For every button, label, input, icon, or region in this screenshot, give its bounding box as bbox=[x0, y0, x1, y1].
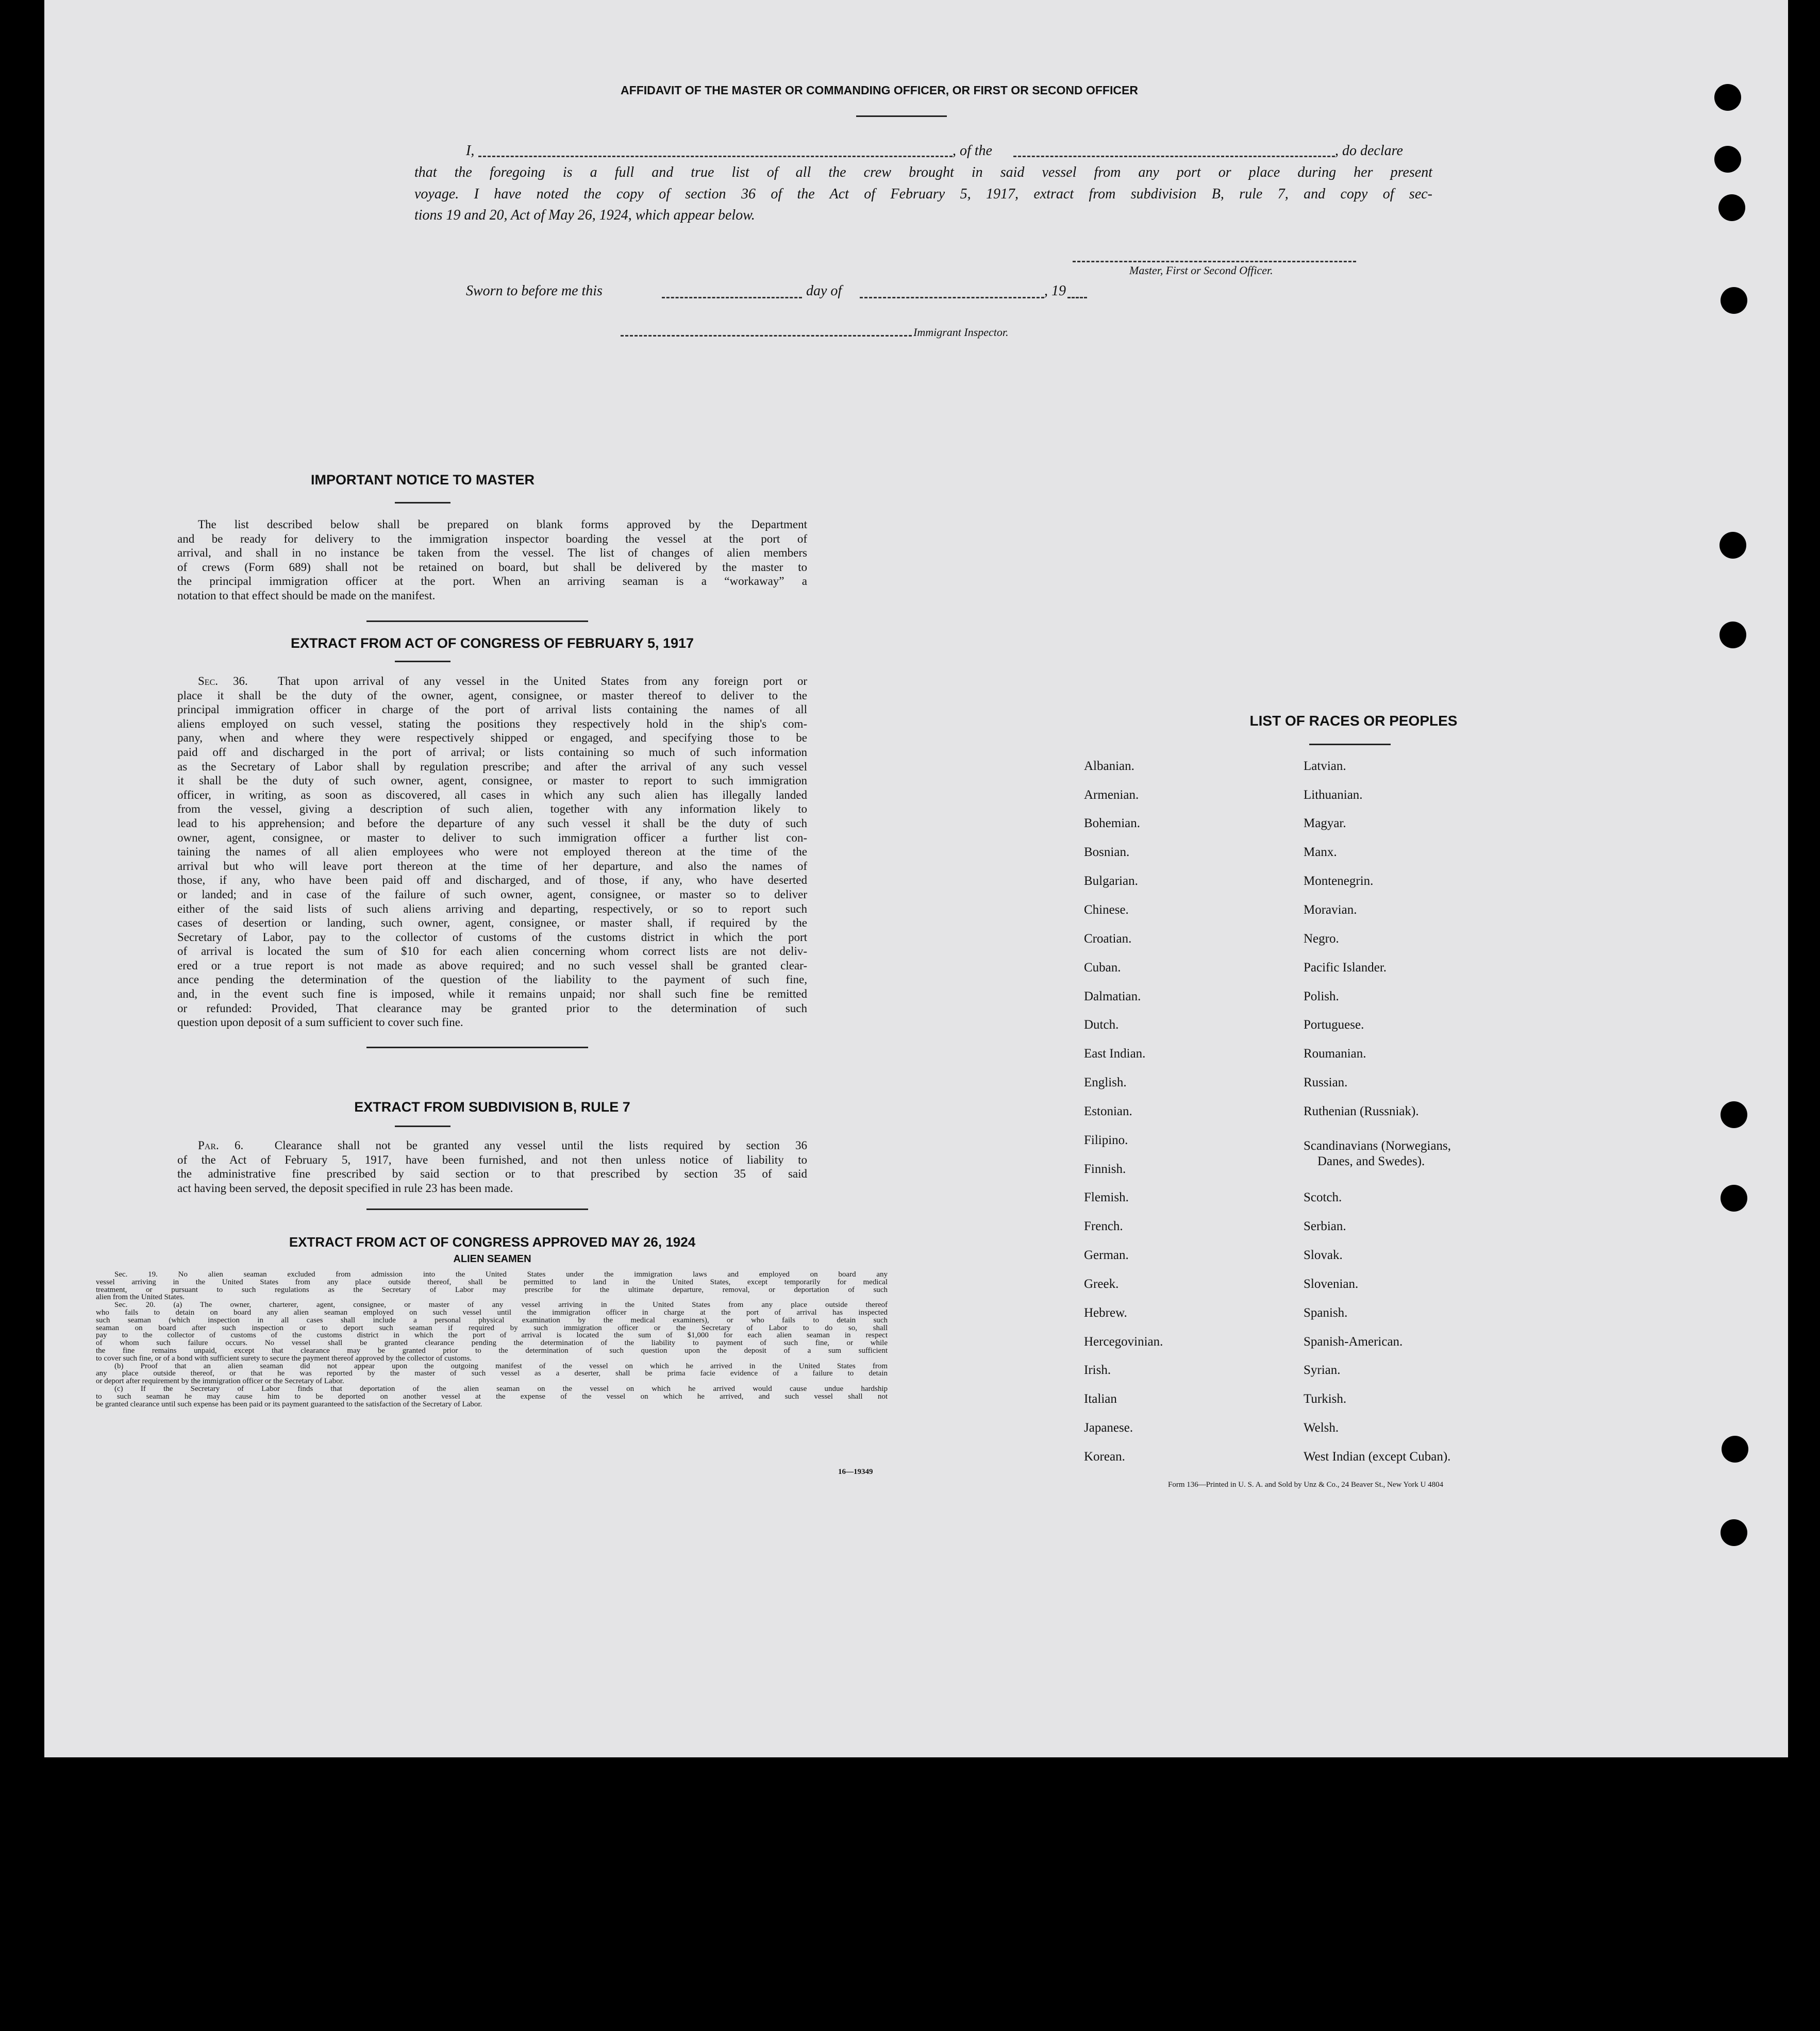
sec36-line: it shall be the duty of such owner, agent, consignee, or master to report to such immigration bbox=[177, 774, 807, 787]
sec36-line: taining the names of all alien employees who were not employed thereon at the time of the bbox=[177, 845, 807, 859]
race-item: Lithuanian. bbox=[1304, 788, 1363, 802]
sec-line: or deport after requirement by the immigration officer or the Secretary of Labor. bbox=[96, 1377, 344, 1386]
inspector-label: Immigrant Inspector. bbox=[913, 326, 1009, 339]
rule7-line: of the Act of February 5, 1917, have been furnished, and not then unless notice of liability to bbox=[177, 1153, 807, 1166]
sec-line: any place outside thereof, or that he was reported by the master of such vessel as a deserter, shall be prima facie evidence of a failure to detain bbox=[96, 1369, 888, 1378]
sec-line: (c) If the Secretary of Labor finds that deportation of the alien seaman on the vessel on which he arrived would cause undue hardship bbox=[114, 1384, 888, 1393]
race-item: Bohemian. bbox=[1084, 816, 1141, 830]
race-item: Portuguese. bbox=[1304, 1018, 1364, 1032]
rule7-text: Clearance shall not be granted any vessel until the lists required by section 36 bbox=[274, 1139, 807, 1152]
sections-19-20 bbox=[96, 1271, 888, 1408]
race-item: Chinese. bbox=[1084, 903, 1129, 917]
sec-line: Sec. 20. (a) The owner, charterer, agent, consignee, or master of any vessel arriving in the United States from any place outside thereof bbox=[114, 1301, 888, 1310]
master-signature-label: Master, First or Second Officer. bbox=[1129, 264, 1273, 277]
sec36-line: ered or a true report is not made as above required; and no such vessel shall be granted clear- bbox=[177, 959, 807, 972]
race-item: Slovenian. bbox=[1304, 1277, 1359, 1291]
race-item: Scandinavians (Norwegians, bbox=[1304, 1139, 1451, 1153]
notice-line: arrival, and shall in no instance be taken from the vessel. The list of changes of alien members bbox=[177, 546, 807, 560]
divider bbox=[395, 1126, 450, 1127]
divider bbox=[856, 115, 947, 117]
race-item: Filipino. bbox=[1084, 1133, 1128, 1147]
extract-1917-title: EXTRACT FROM ACT OF CONGRESS OF FEBRUARY 5, 1917 bbox=[290, 635, 694, 651]
sec-line: (b) Proof that an alien seaman did not appear upon the outgoing manifest of the vessel on which he arrived in the United States from bbox=[114, 1362, 888, 1370]
sec36-line: Secretary of Labor, pay to the collector of customs of the customs district in which the port bbox=[177, 930, 807, 944]
sec36-line: place it shall be the duty of the owner, agent, consignee, or master thereof to deliver to the bbox=[177, 689, 807, 702]
sec36-line: or landed; and in case of the failure of such owner, agent, consignee, or master so to deliver bbox=[177, 887, 807, 901]
race-item: Negro. bbox=[1304, 932, 1339, 946]
sec-line: such seaman (which inspection in all cases shall include a personal physical examination by the medical examiners), or who fails to detain such bbox=[96, 1316, 888, 1324]
race-item: French. bbox=[1084, 1219, 1123, 1233]
sec-line: be granted clearance until such expense has been paid or its payment guaranteed to the satisfaction of the Secretary of Labor. bbox=[96, 1400, 482, 1408]
rule7-line bbox=[177, 1138, 807, 1153]
sec-line: of whom such failure occurs. No vessel shall be granted clearance pending the determination of the liability to payment of such fine, or while bbox=[96, 1339, 888, 1348]
rule7-paragraph bbox=[177, 1138, 807, 1195]
race-item: German. bbox=[1084, 1248, 1129, 1262]
sec-line: seaman on board after such inspection or to deport such seaman if required by such immigration officer or the Secretary of Labor to do so, shall bbox=[96, 1323, 888, 1332]
sec36-line: pany, when and where they were respectively shipped or engaged, and specifying those to be bbox=[177, 731, 807, 745]
affidavit-i: I, bbox=[466, 143, 475, 159]
race-item: Latvian. bbox=[1304, 759, 1346, 773]
race-item: Spanish. bbox=[1304, 1306, 1348, 1320]
race-item: Cuban. bbox=[1084, 961, 1121, 975]
race-item: West Indian (except Cuban). bbox=[1304, 1450, 1451, 1464]
race-item: Turkish. bbox=[1304, 1392, 1347, 1406]
race-item: Polish. bbox=[1304, 989, 1339, 1003]
rule7-title: EXTRACT FROM SUBDIVISION B, RULE 7 bbox=[354, 1099, 630, 1115]
binder-hole bbox=[1721, 287, 1747, 314]
race-item: Syrian. bbox=[1304, 1363, 1341, 1377]
divider bbox=[366, 1208, 588, 1210]
affidavit-line-4: tions 19 and 20, Act of May 26, 1924, which appear below. bbox=[414, 207, 755, 223]
sworn-year-blank[interactable] bbox=[1067, 297, 1087, 298]
sec36-line bbox=[177, 674, 807, 689]
binder-hole bbox=[1718, 194, 1745, 221]
year-text: , 19 bbox=[1044, 283, 1066, 299]
affidavit-title: AFFIDAVIT OF THE MASTER OR COMMANDING OFFICER, OR FIRST OR SECOND OFFICER bbox=[621, 83, 1138, 97]
sec36-line: cases of desertion or landing, such owner, agent, consignee, or master shall, if required by the bbox=[177, 916, 807, 930]
notice-line: The list described below shall be prepared on blank forms approved by the Department bbox=[198, 518, 807, 531]
divider bbox=[1309, 744, 1391, 745]
day-of-text: day of bbox=[806, 283, 842, 299]
master-signature-line[interactable] bbox=[1073, 261, 1356, 262]
race-item: Hebrew. bbox=[1084, 1306, 1127, 1320]
sec-line: treatment, or pursuant to such regulations as the Secretary of Labor may prescribe for the ultimate departure, removal, or deportation of such bbox=[96, 1285, 888, 1294]
document-page bbox=[44, 0, 1788, 1757]
sec36-line: either of the said lists of such aliens arriving and departing, respectively, or so to report such bbox=[177, 902, 807, 915]
race-item: Dutch. bbox=[1084, 1018, 1119, 1032]
race-item: Welsh. bbox=[1304, 1421, 1339, 1435]
race-item: Armenian. bbox=[1084, 788, 1139, 802]
race-item: Flemish. bbox=[1084, 1190, 1129, 1204]
sworn-text: Sworn to before me this bbox=[466, 283, 603, 299]
sec36-line: ance pending the determination of the question of the liability to the payment of such fine, bbox=[177, 973, 807, 986]
extract-1924-title: EXTRACT FROM ACT OF CONGRESS APPROVED MAY 26, 1924 bbox=[289, 1234, 696, 1250]
rule7-line: the administrative fine prescribed by said section or to that prescribed by section 35 of said bbox=[177, 1167, 807, 1181]
race-item: Russian. bbox=[1304, 1076, 1348, 1089]
sec36-line: question upon deposit of a sum sufficient to cover such fine. bbox=[177, 1016, 463, 1029]
race-item: Slovak. bbox=[1304, 1248, 1343, 1262]
race-item: Italian bbox=[1084, 1392, 1117, 1406]
sec36-line: as the Secretary of Labor shall by regulation prescribe; and after the arrival of any such vessel bbox=[177, 760, 807, 773]
race-item: Montenegrin. bbox=[1304, 874, 1374, 888]
race-item: Bosnian. bbox=[1084, 845, 1130, 859]
sec-line: to such seaman he may cause him to be deported on another vessel at the expense of the vessel on which he arrived, and such vessel shall not bbox=[96, 1392, 888, 1401]
sec-line: the fine remains unpaid, except that clearance may be granted prior to the determination of such question upon the deposit of a sum sufficient bbox=[96, 1346, 888, 1355]
name-blank[interactable] bbox=[478, 156, 953, 157]
binder-hole bbox=[1719, 622, 1746, 648]
section-36-paragraph bbox=[177, 674, 807, 1030]
sworn-month-blank[interactable] bbox=[860, 297, 1044, 298]
sec36-line: from the vessel, giving a description of such alien, together with any information likely to bbox=[177, 802, 807, 816]
race-item: Japanese. bbox=[1084, 1421, 1133, 1435]
notice-title: IMPORTANT NOTICE TO MASTER bbox=[311, 472, 535, 488]
alien-seamen-subtitle: ALIEN SEAMEN bbox=[453, 1253, 531, 1265]
race-item: Manx. bbox=[1304, 845, 1337, 859]
sec36-line: officer, in writing, as soon as discovered, all cases in which any such alien has illegally landed bbox=[177, 788, 807, 801]
sec36-line: arrival but who will leave port thereon at the time of her departure, and also the names of bbox=[177, 859, 807, 872]
sworn-day-blank[interactable] bbox=[662, 297, 802, 298]
sec-line: alien from the United States. bbox=[96, 1293, 185, 1302]
race-item: Greek. bbox=[1084, 1277, 1119, 1291]
sec-line: vessel arriving in the United States from any place outside thereof, shall be permitted to land in the United States, except temporarily for medical bbox=[96, 1278, 888, 1286]
race-item: Magyar. bbox=[1304, 816, 1346, 830]
binder-hole bbox=[1721, 1519, 1747, 1546]
inspector-signature-line[interactable] bbox=[621, 335, 912, 337]
affidavit-line-2: that the foregoing is a full and true list of all the crew brought in said vessel from any port or place during her present bbox=[414, 164, 1432, 180]
race-item: Danes, and Swedes). bbox=[1317, 1154, 1425, 1168]
affidavit-of-the: , of the bbox=[953, 143, 992, 159]
race-item: Serbian. bbox=[1304, 1219, 1346, 1233]
sec36-line: principal immigration officer in charge of the port of arrival lists containing the names of all bbox=[177, 703, 807, 716]
binder-hole bbox=[1721, 1185, 1747, 1212]
divider bbox=[366, 620, 588, 622]
printer-note: Form 136—Printed in U. S. A. and Sold by Unz & Co., 24 Beaver St., New York U 4804 bbox=[1168, 1481, 1444, 1489]
sec-line: pay to the collector of customs of the customs district in which the port of arrival is located the sum of $1,000 for each alien seaman in respect bbox=[96, 1331, 888, 1340]
race-item: Finnish. bbox=[1084, 1162, 1126, 1176]
sec36-line: and, in the event such fine is imposed, while it remains unpaid; nor shall such fine be remitted bbox=[177, 987, 807, 1001]
binder-hole bbox=[1721, 1101, 1747, 1128]
sec-line: Sec. 19. No alien seaman excluded from admission into the United States under the immigration laws and employed on board any bbox=[114, 1270, 888, 1279]
race-item: Spanish-American. bbox=[1304, 1335, 1403, 1349]
par6-label: Par. 6. bbox=[198, 1139, 244, 1152]
race-item: Scotch. bbox=[1304, 1190, 1342, 1204]
form-code: 16—19349 bbox=[838, 1468, 873, 1476]
divider bbox=[395, 661, 450, 662]
race-item: Roumanian. bbox=[1304, 1047, 1366, 1061]
divider bbox=[366, 1047, 588, 1048]
race-item: East Indian. bbox=[1084, 1047, 1146, 1061]
sec36-line: paid off and discharged in the port of arrival; or lists containing so much of such information bbox=[177, 745, 807, 759]
race-item: English. bbox=[1084, 1076, 1127, 1089]
race-item: Croatian. bbox=[1084, 932, 1132, 946]
notice-paragraph bbox=[177, 517, 807, 603]
race-item: Dalmatian. bbox=[1084, 989, 1141, 1003]
divider bbox=[395, 502, 450, 503]
race-item: Albanian. bbox=[1084, 759, 1134, 773]
sec36-line: or refunded: Provided, That clearance may be granted prior to the determination of such bbox=[177, 1001, 807, 1015]
sec-line: who fails to detain on board any alien seaman employed on such vessel until the immigration officer in charge at the port of arrival has inspected bbox=[96, 1308, 888, 1317]
race-item: Irish. bbox=[1084, 1363, 1111, 1377]
vessel-blank[interactable] bbox=[1013, 156, 1335, 157]
notice-line: of crews (Form 689) shall not be retained on board, but shall be delivered by the master to bbox=[177, 560, 807, 574]
notice-line: notation to that effect should be made on the manifest. bbox=[177, 589, 436, 602]
race-item: Bulgarian. bbox=[1084, 874, 1138, 888]
sec36-line: those, if any, who have been paid off and discharged, and of those, if any, who have deserted bbox=[177, 874, 807, 887]
sec36-line: aliens employed on such vessel, stating the positions they respectively hold in the ship's com- bbox=[177, 717, 807, 730]
sec-line: to cover such fine, or of a bond with sufficient surety to secure the payment thereof approved by the collector of customs. bbox=[96, 1354, 472, 1363]
race-item: Hercegovinian. bbox=[1084, 1335, 1163, 1349]
sec36-text: That upon arrival of any vessel in the United States from any foreign port or bbox=[277, 675, 807, 687]
races-title: LIST OF RACES OR PEOPLES bbox=[1249, 713, 1458, 729]
binder-hole bbox=[1719, 532, 1746, 559]
binder-hole bbox=[1714, 146, 1741, 173]
race-item: Estonian. bbox=[1084, 1104, 1132, 1118]
sec36-line: of arrival is located the sum of $10 for each alien concerning whom correct lists are not deliv- bbox=[177, 945, 807, 958]
race-item: Korean. bbox=[1084, 1450, 1125, 1464]
binder-hole bbox=[1714, 84, 1741, 111]
race-item: Moravian. bbox=[1304, 903, 1357, 917]
notice-line: and be ready for delivery to the immigration inspector boarding the vessel at the port of bbox=[177, 532, 807, 545]
affidavit-do-declare: , do declare bbox=[1335, 143, 1403, 159]
sec36-line: owner, agent, consignee, or master to deliver to such immigration officer a further list con- bbox=[177, 831, 807, 844]
binder-hole bbox=[1722, 1436, 1748, 1463]
race-item: Ruthenian (Russniak). bbox=[1304, 1104, 1419, 1118]
sec36-label: Sec. 36. bbox=[198, 675, 248, 687]
rule7-line: act having been served, the deposit specified in rule 23 has been made. bbox=[177, 1181, 513, 1195]
affidavit-line-3: voyage. I have noted the copy of section 36 of the Act of February 5, 1917, extract from subdivision B, rule 7, and copy of sec- bbox=[414, 186, 1432, 202]
notice-line: the principal immigration officer at the port. When an arriving seaman is a “workaway” a bbox=[177, 575, 807, 588]
sec36-line: lead to his apprehension; and before the departure of any such vessel it shall be the duty of such bbox=[177, 816, 807, 830]
race-item: Pacific Islander. bbox=[1304, 961, 1387, 975]
